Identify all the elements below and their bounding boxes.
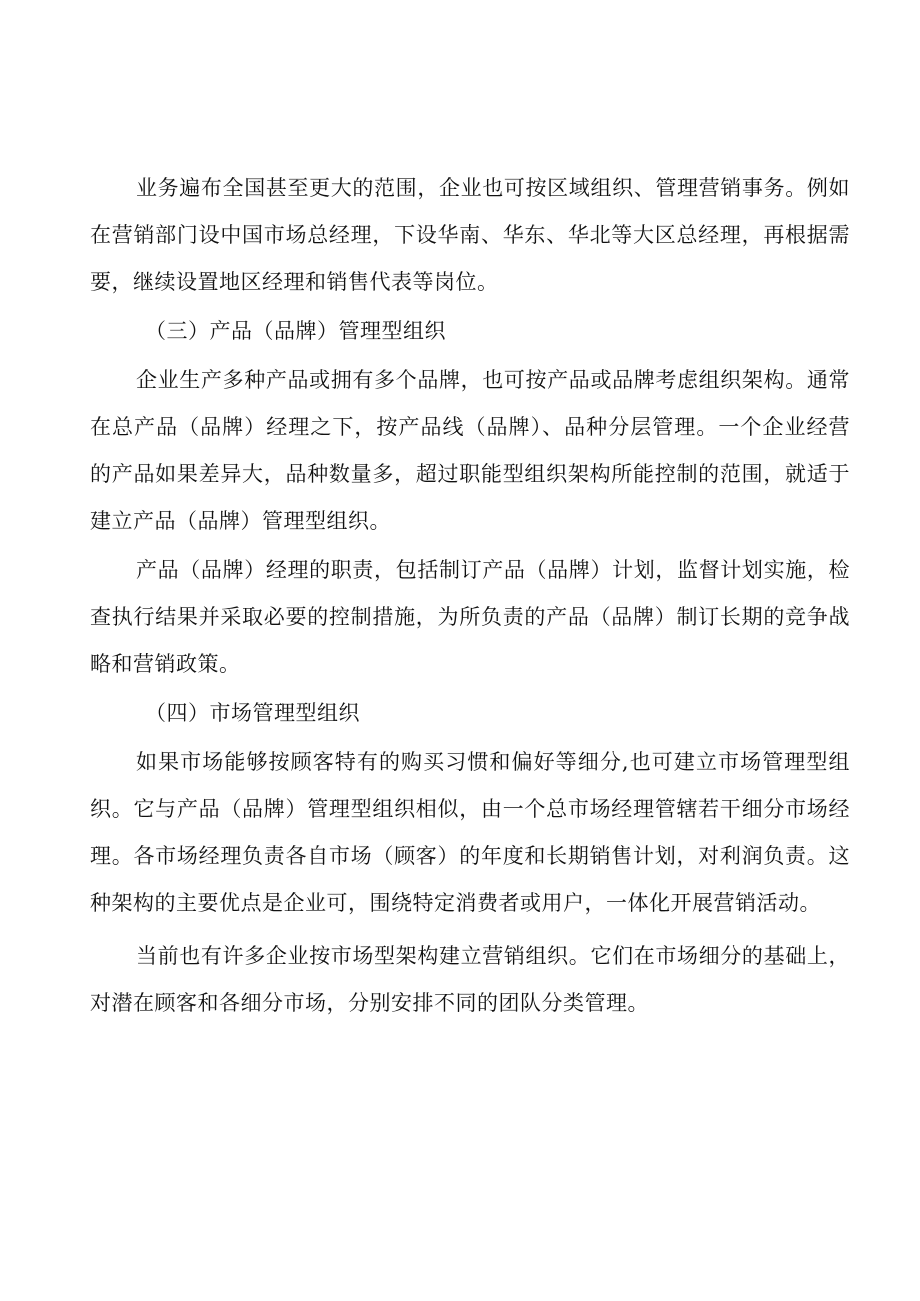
document-body — [90, 165, 850, 1027]
paragraph-market-segmentation: 当前也有许多企业按市场型架构建立营销组织。它们在市场细分的基础上，对潜在顾客和各细分市场，分别安排不同的团队分类管理。 — [90, 944, 850, 1015]
paragraph-product-manager-duties: 产品（品牌）经理的职责，包括制订产品（品牌）计划，监督计划实施，检查执行结果并采取必要的控制措施，为所负责的产品（品牌）制订长期的竞争战略和营销政策。 — [90, 558, 850, 676]
heading-product-brand-organization: （三）产品（品牌）管理型组织 — [145, 319, 446, 343]
paragraph-product-brand-structure: 企业生产多种产品或拥有多个品牌，也可按产品或品牌考虑组织架构。通常在总产品（品牌）经理之下，按产品线（品牌）、品种分层管理。一个企业经营的产品如果差异大，品种数量多，超过职能型组织架构所能控制的范围，就适于建立产品（品牌）管理型组织。 — [90, 368, 850, 533]
paragraph-market-management: 如果市场能够按顾客特有的购买习惯和偏好等细分,也可建立市场管理型组织。它与产品（品牌）管理型组织相似，由一个总市场经理管辖若干细分市场经理。各市场经理负责各自市场（顾客）的年度和长期销售计划，对利润负责。这种架构的主要优点是企业可，围绕特定消费者或用户，一体化开展营销活动。 — [90, 750, 850, 915]
paragraph-regional-organization: 业务遍布全国甚至更大的范围，企业也可按区域组织、管理营销事务。例如在营销部门设中国市场总经理，下设华南、华东、华北等大区总经理，再根据需要，继续设置地区经理和销售代表等岗位。 — [90, 176, 850, 294]
heading-market-organization: （四）市场管理型组织 — [145, 701, 360, 725]
